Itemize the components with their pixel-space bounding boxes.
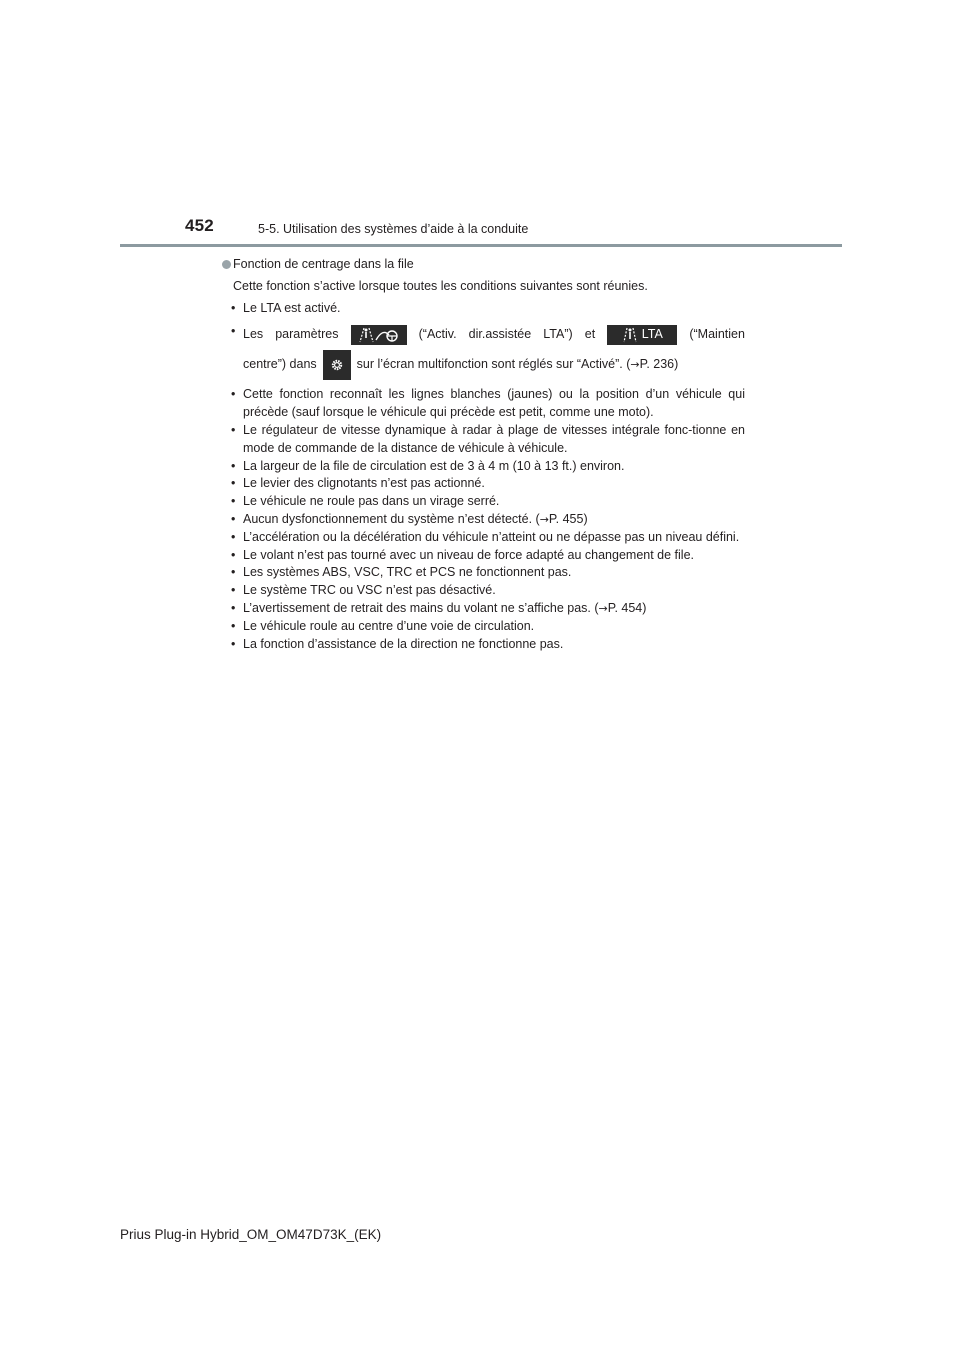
footer-document-id: Prius Plug-in Hybrid_OM_OM47D73K_(EK) [120,1227,382,1242]
lta-centering-icon [607,325,677,345]
lta-icon-text: LTA [641,327,663,342]
settings-line [243,350,745,380]
list-item: • Le véhicule ne roule pas dans un virage serré. [221,493,745,511]
list-item: • Le levier des clignotants n’est pas actionné. [221,475,745,493]
settings-word: LTA”) [543,327,573,342]
page-reference[interactable]: P. 236) [639,357,679,372]
reference-arrow-icon: → [598,601,608,615]
list-item-text: Aucun dysfonctionnement du système n’est détecté. ( [243,511,540,526]
list-item: • L’accélération ou la décélération du véhicule n’atteint ou ne dépasse pas un niveau défini. [221,529,745,547]
list-item-settings [221,323,745,380]
page-reference[interactable]: P. 455) [548,511,588,526]
circle-bullet-icon [222,260,231,269]
page-reference[interactable]: P. 454) [607,600,647,615]
section-heading-text: Fonction de centrage dans la file [233,257,414,271]
reference-arrow-icon: → [630,358,640,372]
settings-word: (“Activ. [418,327,457,342]
settings-word: et [584,327,596,342]
list-item-text: L’avertissement de retrait des mains du volant ne s’affiche pas. ( [243,600,599,615]
list-item: • La fonction d’assistance de la direction ne fonctionne pas. [221,636,745,654]
list-item: • Le régulateur de vitesse dynamique à radar à plage de vitesses intégrale fonc-tionne en mode de commande de la distance de véhicule à véhicule. [221,422,745,458]
chapter-title: 5-5. Utilisation des systèmes d’aide à la conduite [258,222,529,236]
settings-word: paramètres [275,327,339,342]
list-item: • Le véhicule roule au centre d’une voie de circulation. [221,618,745,636]
list-item: • La largeur de la file de circulation est de 3 à 4 m (10 à 13 ft.) environ. [221,458,745,476]
section-heading [221,256,745,274]
settings-gear-icon [323,350,351,380]
settings-word: (“Maintien [689,327,745,342]
conditions-list [221,300,745,381]
reference-arrow-icon: → [539,512,549,526]
content-section [221,256,745,653]
list-item [221,600,745,618]
settings-word: • Les [243,327,264,342]
list-item [221,511,745,529]
settings-word: dir.assistée [468,327,532,342]
page-number: 452 [185,216,214,235]
list-item: • Cette fonction reconnaît les lignes blanches (jaunes) ou la position d’un véhicule qui précède (sauf lorsque le véhicule qui précède est petit, comme une moto). [221,386,745,422]
list-item: • Le LTA est activé. [221,300,745,318]
conditions-list [221,386,745,653]
settings-word: sur l’écran multifonction sont réglés sur “Activé”. ( [356,357,631,372]
intro-paragraph: Cette fonction s’active lorsque toutes les conditions suivantes sont réunies. [233,278,648,293]
header-divider [120,244,842,247]
list-item: • Le système TRC ou VSC n’est pas désactivé. [221,582,745,600]
list-item: • Le volant n’est pas tourné avec un niveau de force adapté au changement de file. [221,547,745,565]
settings-line [243,323,745,347]
settings-word: centre”) dans [243,357,317,372]
list-item: • Les systèmes ABS, VSC, TRC et PCS ne fonctionnent pas. [221,564,745,582]
lta-steering-assist-icon [351,325,407,345]
